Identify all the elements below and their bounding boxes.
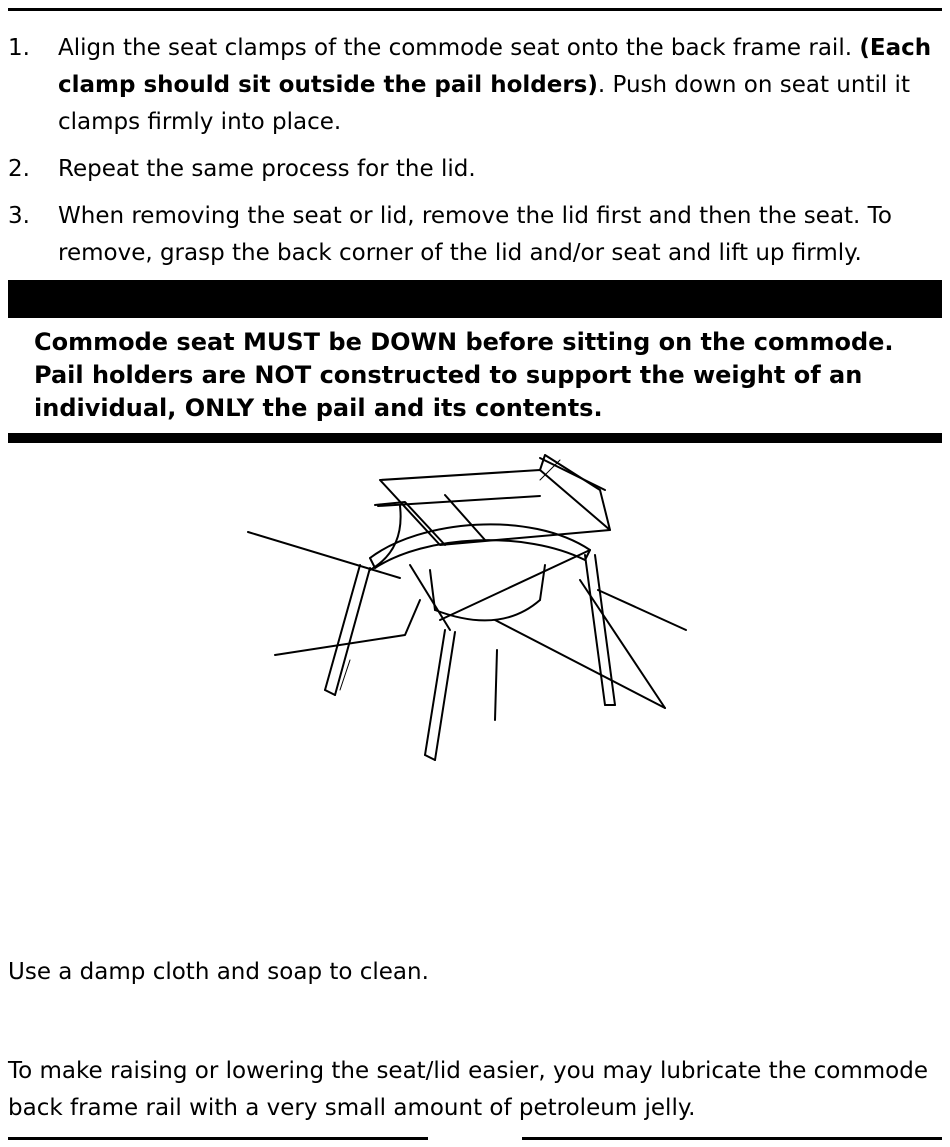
step-text: Repeat the same process for the lid.: [58, 156, 476, 182]
footer-rule-right: [522, 1137, 942, 1140]
step-number: 3.: [8, 203, 30, 229]
lubrication-instructions: To make raising or lowering the seat/lid easier, you may lubricate the commode back frame rail with a very small amount of petroleum jelly.: [8, 1058, 928, 1121]
warning-header-band: [8, 280, 942, 318]
step-2: [8, 151, 938, 188]
top-rule: [8, 8, 942, 11]
step-number: 1.: [8, 35, 30, 61]
footer-rule-left: [8, 1137, 428, 1140]
step-bold-note: (Each clamp should sit outside the pail holders): [58, 35, 932, 98]
step-text-continued: . Push down on seat until it clamps firmly into place.: [58, 72, 910, 135]
step-text: Align the seat clamps of the commode seat onto the back frame rail.: [58, 35, 853, 61]
commode-illustration: [240, 450, 700, 780]
step-1: [8, 30, 938, 141]
warning-bottom-rule: [8, 433, 942, 443]
step-text: When removing the seat or lid, remove the lid first and then the seat. To remove, grasp the back corner of the lid and/or seat and lift up firmly.: [58, 203, 892, 266]
step-3: [8, 198, 938, 272]
commode-assembly-illustration-icon: [240, 450, 700, 780]
warning-text: Commode seat MUST be DOWN before sitting on the commode. Pail holders are NOT constructed to support the weight of an individual, ONLY the pail and its contents.: [34, 328, 894, 422]
step-number: 2.: [8, 156, 30, 182]
cleaning-instructions: Use a damp cloth and soap to clean.: [8, 959, 429, 985]
assembly-steps: [8, 30, 938, 282]
